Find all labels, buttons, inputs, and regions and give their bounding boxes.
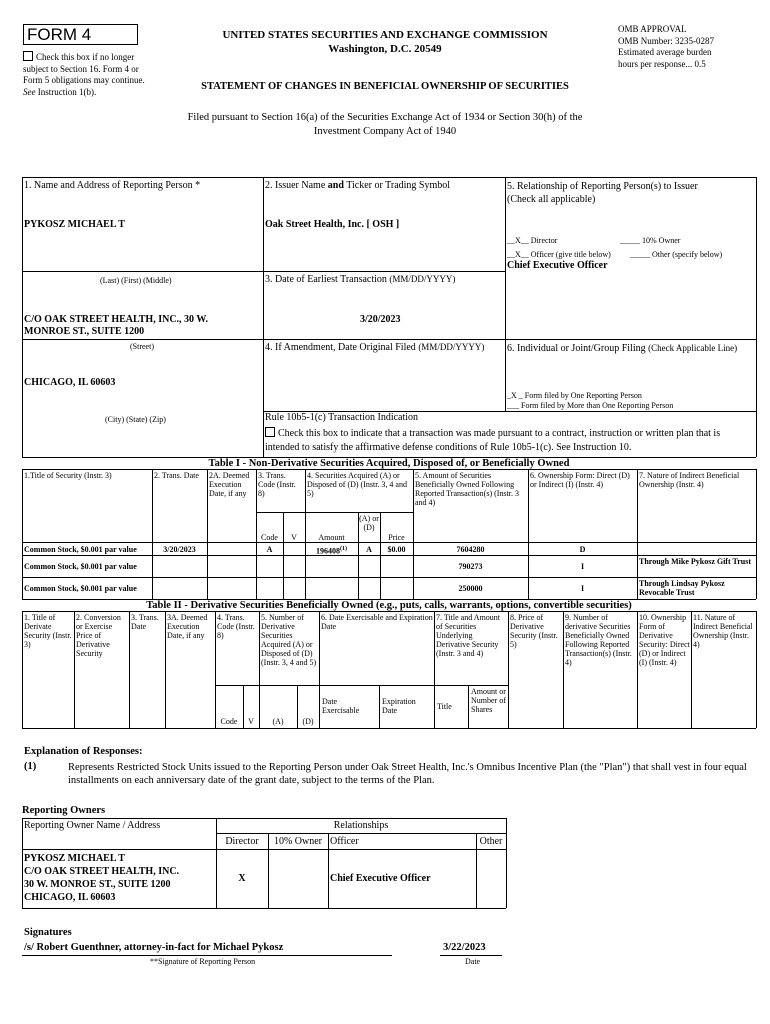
officer-title: Chief Executive Officer [507,260,608,271]
reporting-person-name: PYKOSZ MICHAEL T [24,219,125,230]
filed-pursuant: Filed pursuant to Section 16(a) of the Securities Exchange Act of 1934 or Section 30(h) of the Investment Company Act of 1940 [187,112,583,137]
omb-box [618,24,758,70]
rule-title: Rule 10b5-1(c) Transaction Indication [265,412,419,423]
table2-title: Table II - Derivative Securities Beneficially Owned (e.g., puts, calls, warrants, options, convertible securities) [146,600,632,611]
street-hint: (Street) [130,342,154,351]
t2-h-date-ex-sub: Date Exercisable [322,697,360,715]
explanation-heading: Explanation of Responses: [24,746,143,757]
t1-row1-date: 3/20/2023 [163,545,196,554]
signatures-heading: Signatures [24,927,72,938]
owner-officer-title: Chief Executive Officer [330,873,431,884]
earliest-transaction-date: 3/20/2023 [360,314,401,325]
t1-row1-form: D [579,545,586,554]
table-row: Common Stock, $0.001 par value [24,562,137,571]
t1-row3-form: I [580,584,585,593]
t2-h-code-sub: Code [220,717,238,726]
t1-h-v-sub: V [291,533,297,542]
signer: /s/ Robert Guenthner, attorney-in-fact for Michael Pykosz [24,942,284,953]
agency-location: Washington, D.C. 20549 [328,43,442,55]
table1-title: Table I - Non-Derivative Securities Acquired, Disposed of, or Beneficially Owned [208,458,570,469]
t2-h-deemed: 3A. Deemed Execution Date, if any [167,613,208,640]
relationship-director: __X__ Director [507,236,558,245]
t2-h-a-sub: (A) [272,717,284,726]
table-row: Common Stock, $0.001 par value [24,584,137,593]
omb-number: OMB Number: 3235-0287 [618,35,714,46]
issuer-name: Oak Street Health, Inc. [ OSH ] [265,219,400,230]
t1-row1-amount: 196408$^{(1)}$ [316,546,347,556]
t2-h-price: 8. Price of Derivative Security (Instr. 5) [510,613,558,649]
city-hint: (City) (State) (Zip) [105,415,166,424]
owners-col-other: Other [479,836,503,847]
t2-h-exp-sub: Expiration Date [382,697,416,715]
form-title: FORM 4 [27,25,92,44]
box6-label: 6. Individual or Joint/Group Filing (Check Applicable Line) [507,343,738,354]
agency-name: UNITED STATES SECURITIES AND EXCHANGE COMMISSION [222,29,548,41]
relationship-other: _____ Other (specify below) [630,250,723,259]
t2-h-underlying: 7. Title and Amount of Securities Underlying Derivative Security (Instr. 3 and 4) [436,613,501,658]
box2-label: 2. Issuer Name and Ticker or Trading Symbol [265,180,451,191]
t2-h-title-sub: Title [437,702,452,711]
t2-h-form: 10. Ownership Form of Derivative Security: Direct (D) or Indirect (I) (Instr. 4) [639,613,690,667]
omb-approval: OMB APPROVAL [618,24,687,34]
signature-label: **Signature of Reporting Person [150,957,256,966]
t1-row1-code: A [266,545,273,554]
relationship-ten-pct: _____ 10% Owner [620,236,681,245]
t2-h-title: 1. Title of Derivate Security (Instr. 3) [24,613,72,649]
t2-h-owned: 9. Number of derivative Securities Beneficially Owned Following Reported Transaction(s) (Instr. 4) [565,613,632,667]
reporting-person-street: C/O OAK STREET HEALTH, INC., 30 W. MONROE ST., SUITE 1200 [24,314,208,337]
filing-one-person: _X _ Form filed by One Reporting Person [507,391,642,400]
t1-row2-nature: Through Mike Pykosz Gift Trust [639,557,752,566]
t1-h-nature: 7. Nature of Indirect Beneficial Ownership (Instr. 4) [639,471,740,489]
t1-h-price-sub: Price [388,533,405,542]
box1-label: 1. Name and Address of Reporting Person * [24,180,201,191]
t2-h-number: 5. Number of Derivative Securities Acquired (A) or Disposed of (D) (Instr. 3, 4 and 5) [261,613,317,667]
date-label: Date [465,957,481,966]
box3-label: 3. Date of Earliest Transaction (MM/DD/YYYY) [265,274,456,285]
t2-h-date: 3. Trans. Date [131,613,159,631]
t2-h-exercisable: 6. Date Exercisable and Expiration Date [321,613,433,631]
t1-h-owned: 5. Amount of Securities Beneficially Owned Following Reported Transaction(s) (Instr. 3 and 4) [415,471,519,507]
signature-date: 3/22/2023 [443,942,486,953]
t1-row1-aord: A [366,545,372,554]
t1-row3-owned: 250000 [458,584,483,593]
box4-label: 4. If Amendment, Date Original Filed (MM/DD/YYYY) [265,342,485,353]
t1-h-deemed: 2A. Deemed Execution Date, if any [209,471,250,498]
owners-col-ten: 10% Owner [273,836,323,847]
t1-h-code-sub: Code [261,533,278,542]
owner-name-address: PYKOSZ MICHAEL T C/O OAK STREET HEALTH, INC. 30 W. MONROE ST., SUITE 1200 CHICAGO, IL 60603 [24,853,180,903]
owners-col-director: Director [225,836,259,847]
box5-label: 5. Relationship of Reporting Person(s) to Issuer (Check all applicable) [507,181,698,205]
table-row: Common Stock, $0.001 par value [24,545,137,554]
t1-row2-owned: 790273 [458,562,483,571]
rule-checkbox[interactable] [265,427,275,437]
t1-h-aord-sub: (A) or (D) [359,514,379,532]
omb-burden: Estimated average burden [618,47,712,57]
t2-h-d-sub: (D) [302,717,314,726]
reporting-person-city: CHICAGO, IL 60603 [24,377,116,388]
t2-h-code: 4. Trans. Code (Instr. 8) [217,613,255,640]
explanation-text: Represents Restricted Stock Units issued to the Reporting Person under Oak Street Health, Inc.'s Omnibus Incentive Plan (the "Plan") that shall vest in four equal installments on each anniversary date of the grant date, subject to the terms of the Plan. [68,762,747,786]
owner-director-mark: X [238,873,246,884]
omb-hours: hours per response... 0.5 [618,58,706,69]
section16-note: Check this box if no longer subject to Section 16. Form 4 or Form 5 obligations may continue. See Instruction 1(b). [23,52,145,97]
t2-h-amount-sub: Amount or Number of Shares [471,687,506,714]
t1-h-form: 6. Ownership Form: Direct (D) or Indirect (I) (Instr. 4) [530,471,630,489]
owners-heading: Reporting Owners [22,805,106,816]
t1-h-date: 2. Trans. Date [154,471,199,480]
t1-h-code: 3. Trans. Code (Instr. 8) [258,471,296,498]
filing-more-persons: ___ Form filed by More than One Reporting Person [507,401,674,410]
t2-h-conversion: 2. Conversion or Exercise Price of Derivative Security [76,613,121,658]
t1-row1-price: $0.00 [387,545,406,554]
t1-row3-nature: Through Lindsay Pykosz Revocable Trust [639,579,725,597]
t1-h-title: 1.Title of Security (Instr. 3) [24,471,112,480]
rule-text: Check this box to indicate that a transaction was made pursuant to a contract, instruction or written plan that is intended to satisfy the affirmative defense conditions of Rule 10b5-1(c). See Instruction 10. [265,428,721,453]
statement-title: STATEMENT OF CHANGES IN BENEFICIAL OWNERSHIP OF SECURITIES [201,81,569,92]
form-title-box [23,24,138,45]
relationship-officer: __X__ Officer (give title below) [507,250,611,259]
t2-h-v-sub: V [248,717,254,726]
explanation-num: (1) [24,761,37,772]
t1-row1-owned: 7604280 [456,545,485,554]
section16-checkbox[interactable] [23,51,33,61]
t1-h-amount-sub: Amount [318,533,345,542]
owners-col-officer: Officer [330,836,359,847]
owners-col-name: Reporting Owner Name / Address [24,820,161,831]
t2-h-nature: 11. Nature of Indirect Beneficial Ownership (Instr. 4) [693,613,753,649]
t1-row2-form: I [580,562,585,571]
t1-h-acquired: 4. Securities Acquired (A) or Disposed of (D) (Instr. 3, 4 and 5) [307,471,407,498]
name-hint: (Last) (First) (Middle) [100,276,172,285]
owners-col-rel: Relationships [333,820,389,831]
